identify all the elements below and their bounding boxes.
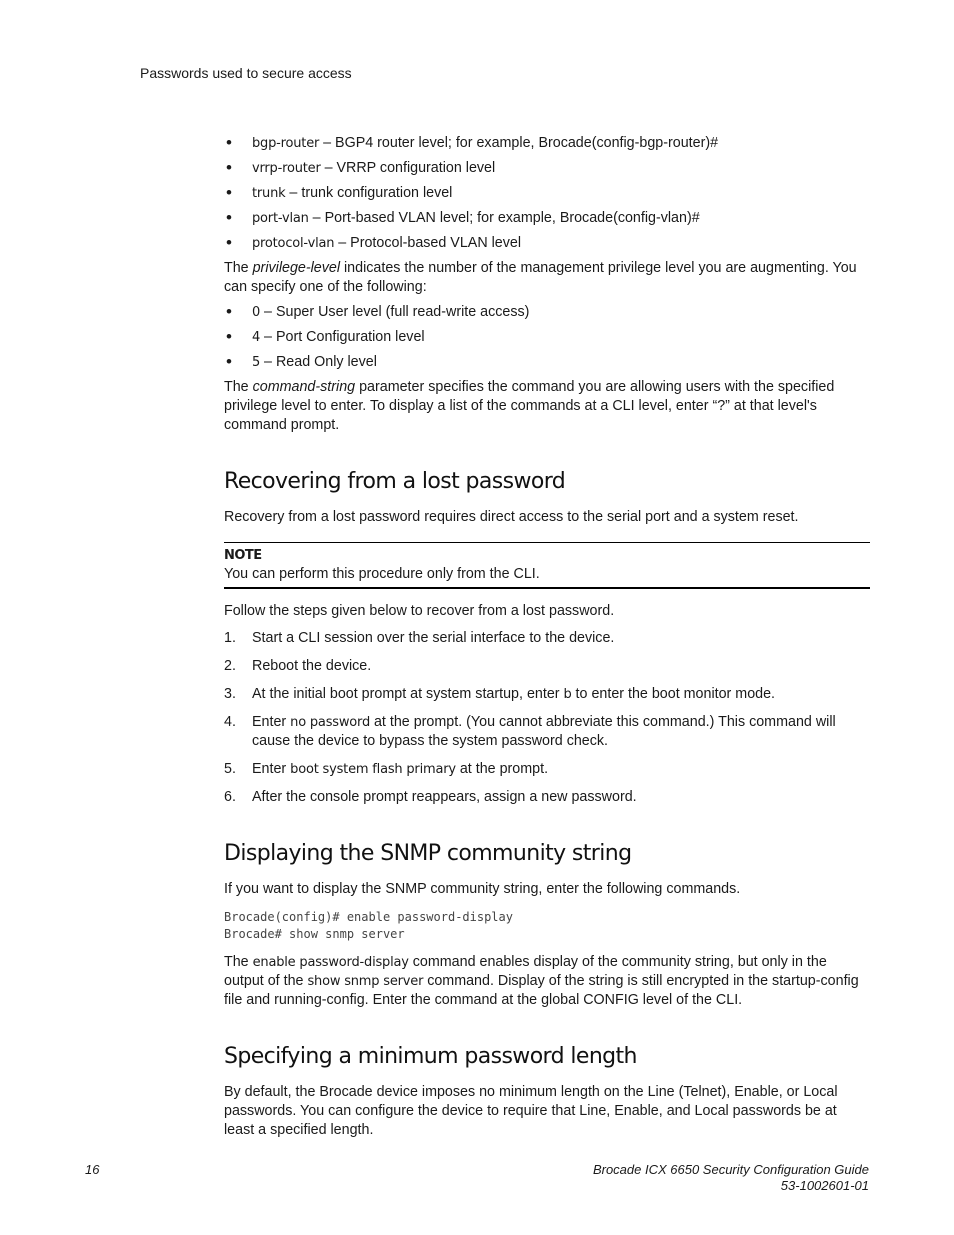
list-item: 5. Enter boot system flash primary at the prompt. — [224, 761, 549, 777]
command-string-paragraph: The command-string parameter specifies the command you are allowing users with the specified privilege level to enter. To display a list of the commands at a CLI level, enter “?” at that level's command prompt. — [224, 379, 835, 433]
privilege-level-paragraph: The privilege-level indicates the number of the management privilege level you are augmenting. You can specify one of the following: — [224, 260, 857, 295]
recovery-steps — [224, 629, 870, 807]
list-item: 2. Reboot the device. — [224, 658, 372, 674]
list-item: • bgp-router – BGP4 router level; for example, Brocade(config-bgp-router)# — [224, 134, 870, 153]
cli-level-list — [224, 134, 870, 253]
note-box — [224, 542, 870, 589]
privilege-level-list — [224, 303, 870, 372]
running-header: Passwords used to secure access — [140, 65, 352, 81]
note-title: NOTE — [224, 548, 262, 563]
section-heading-snmp: Displaying the SNMP community string — [224, 841, 632, 866]
list-item: 4. Enter no password at the prompt. (You cannot abbreviate this command.) This command will cause the device to bypass the system password check. — [224, 714, 836, 749]
min-length-paragraph: By default, the Brocade device imposes no minimum length on the Line (Telnet), Enable, or Local passwords. You can configure the device to require that Line, Enable, and Local passwords be at least a specified length. — [224, 1084, 838, 1138]
note-text: You can perform this procedure only from the CLI. — [224, 566, 540, 582]
footer-doc-info — [593, 1162, 869, 1194]
section-heading-recovering: Recovering from a lost password — [224, 469, 566, 494]
steps-intro: Follow the steps given below to recover from a lost password. — [224, 603, 615, 619]
list-item: 1. Start a CLI session over the serial interface to the device. — [224, 630, 615, 646]
list-item: • port-vlan – Port-based VLAN level; for example, Brocade(config-vlan)# — [224, 209, 870, 228]
snmp-intro: If you want to display the SNMP community string, enter the following commands. — [224, 881, 741, 897]
page-number: 16 — [85, 1162, 100, 1177]
list-item: • protocol-vlan – Protocol-based VLAN level — [224, 234, 870, 253]
section-heading-min-length: Specifying a minimum password length — [224, 1044, 637, 1069]
list-item: • vrrp-router – VRRP configuration level — [224, 159, 870, 178]
list-item: 3. At the initial boot prompt at system startup, enter b to enter the boot monitor mode. — [224, 686, 776, 702]
list-item: • 5 – Read Only level — [224, 353, 870, 372]
doc-number: 53-1002601-01 — [780, 1178, 869, 1193]
recovery-intro: Recovery from a lost password requires direct access to the serial port and a system reset. — [224, 509, 799, 525]
list-item: 6. After the console prompt reappears, assign a new password. — [224, 789, 637, 805]
list-item: • trunk – trunk configuration level — [224, 184, 870, 203]
snmp-paragraph: The enable password-display command enables display of the community string, but only in the output of the show snmp server command. Display of the string is still encrypted in the startup-config file and running-config. Enter the command at the global CONFIG level of the CLI. — [224, 954, 859, 1008]
code-example: Brocade(config)# enable password-display Brocade# show snmp server — [224, 910, 513, 941]
page-content — [224, 134, 870, 1146]
list-item: • 0 – Super User level (full read-write access) — [224, 303, 870, 322]
doc-title: Brocade ICX 6650 Security Configuration Guide — [592, 1162, 869, 1177]
list-item: • 4 – Port Configuration level — [224, 328, 870, 347]
